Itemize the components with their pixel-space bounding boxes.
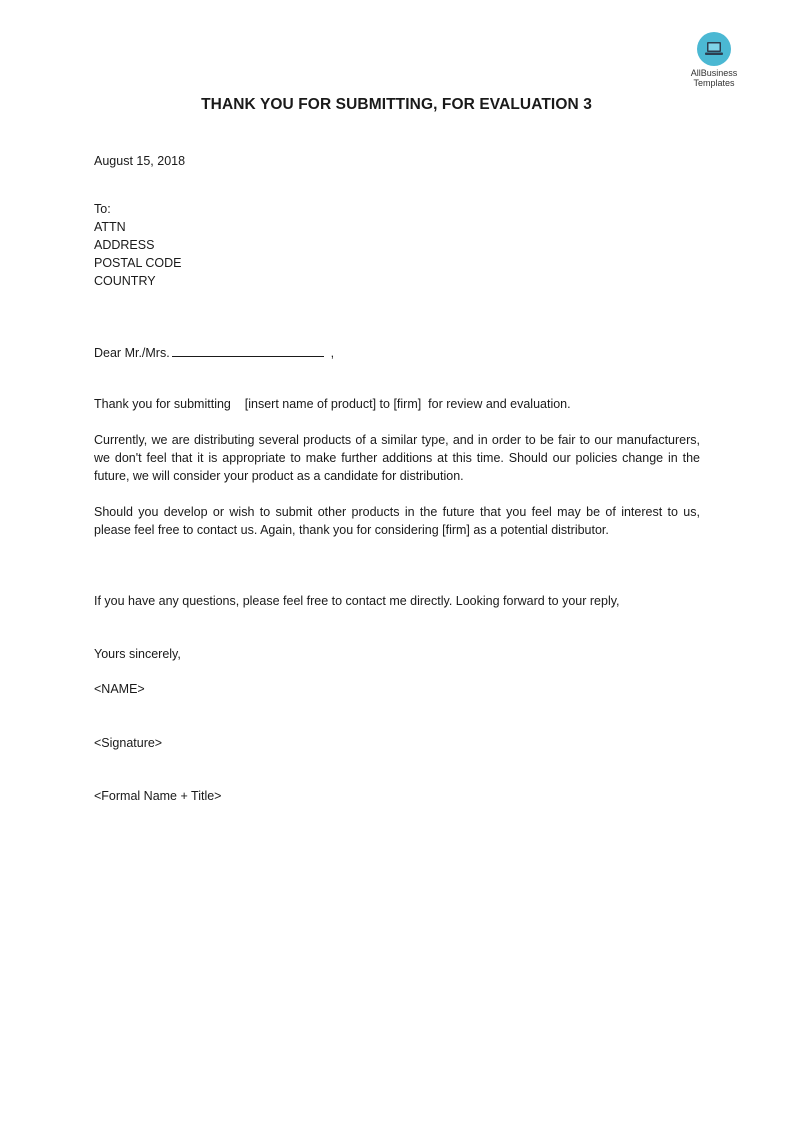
company-logo bbox=[680, 32, 748, 88]
recipient-country: COUNTRY bbox=[94, 274, 156, 288]
recipient-to: To: bbox=[94, 202, 111, 216]
sign-off: Yours sincerely, bbox=[94, 647, 181, 661]
page-title: THANK YOU FOR SUBMITTING, FOR EVALUATION 3 bbox=[201, 96, 592, 113]
recipient-block bbox=[94, 200, 182, 290]
body-paragraph-1: Thank you for submitting [insert name of product] to [firm] for review and evaluation. bbox=[94, 397, 571, 411]
salutation-suffix: , bbox=[330, 346, 335, 360]
logo-text-line1: AllBusiness bbox=[690, 68, 738, 78]
recipient-postal-code: POSTAL CODE bbox=[94, 256, 182, 270]
body-paragraph-4: If you have any questions, please feel free to contact me directly. Looking forward to your reply, bbox=[94, 594, 620, 608]
salutation bbox=[94, 344, 334, 362]
salutation-prefix: Dear Mr./Mrs. bbox=[94, 346, 170, 360]
recipient-address: ADDRESS bbox=[94, 238, 155, 252]
sender-name: <NAME> bbox=[94, 682, 145, 696]
recipient-attn: ATTN bbox=[94, 220, 126, 234]
name-blank-line bbox=[172, 344, 324, 357]
laptop-icon bbox=[697, 32, 731, 66]
logo-text-line2: Templates bbox=[693, 78, 735, 88]
letter-date: August 15, 2018 bbox=[94, 154, 186, 168]
sender-formal-name: <Formal Name + Title> bbox=[94, 789, 222, 803]
body-paragraph-3: Should you develop or wish to submit other products in the future that you feel may be of interest to us, please feel free to contact us. Again, thank you for considering [firm] as a potential distributor. bbox=[94, 505, 700, 537]
body-paragraph-2: Currently, we are distributing several products of a similar type, and in order to be fair to our manufacturers, we don't feel that it is appropriate to make further additions at this time. Should our policies change in the future, we will consider your product as a candidate for distribution. bbox=[94, 433, 700, 483]
sender-signature: <Signature> bbox=[94, 736, 163, 750]
